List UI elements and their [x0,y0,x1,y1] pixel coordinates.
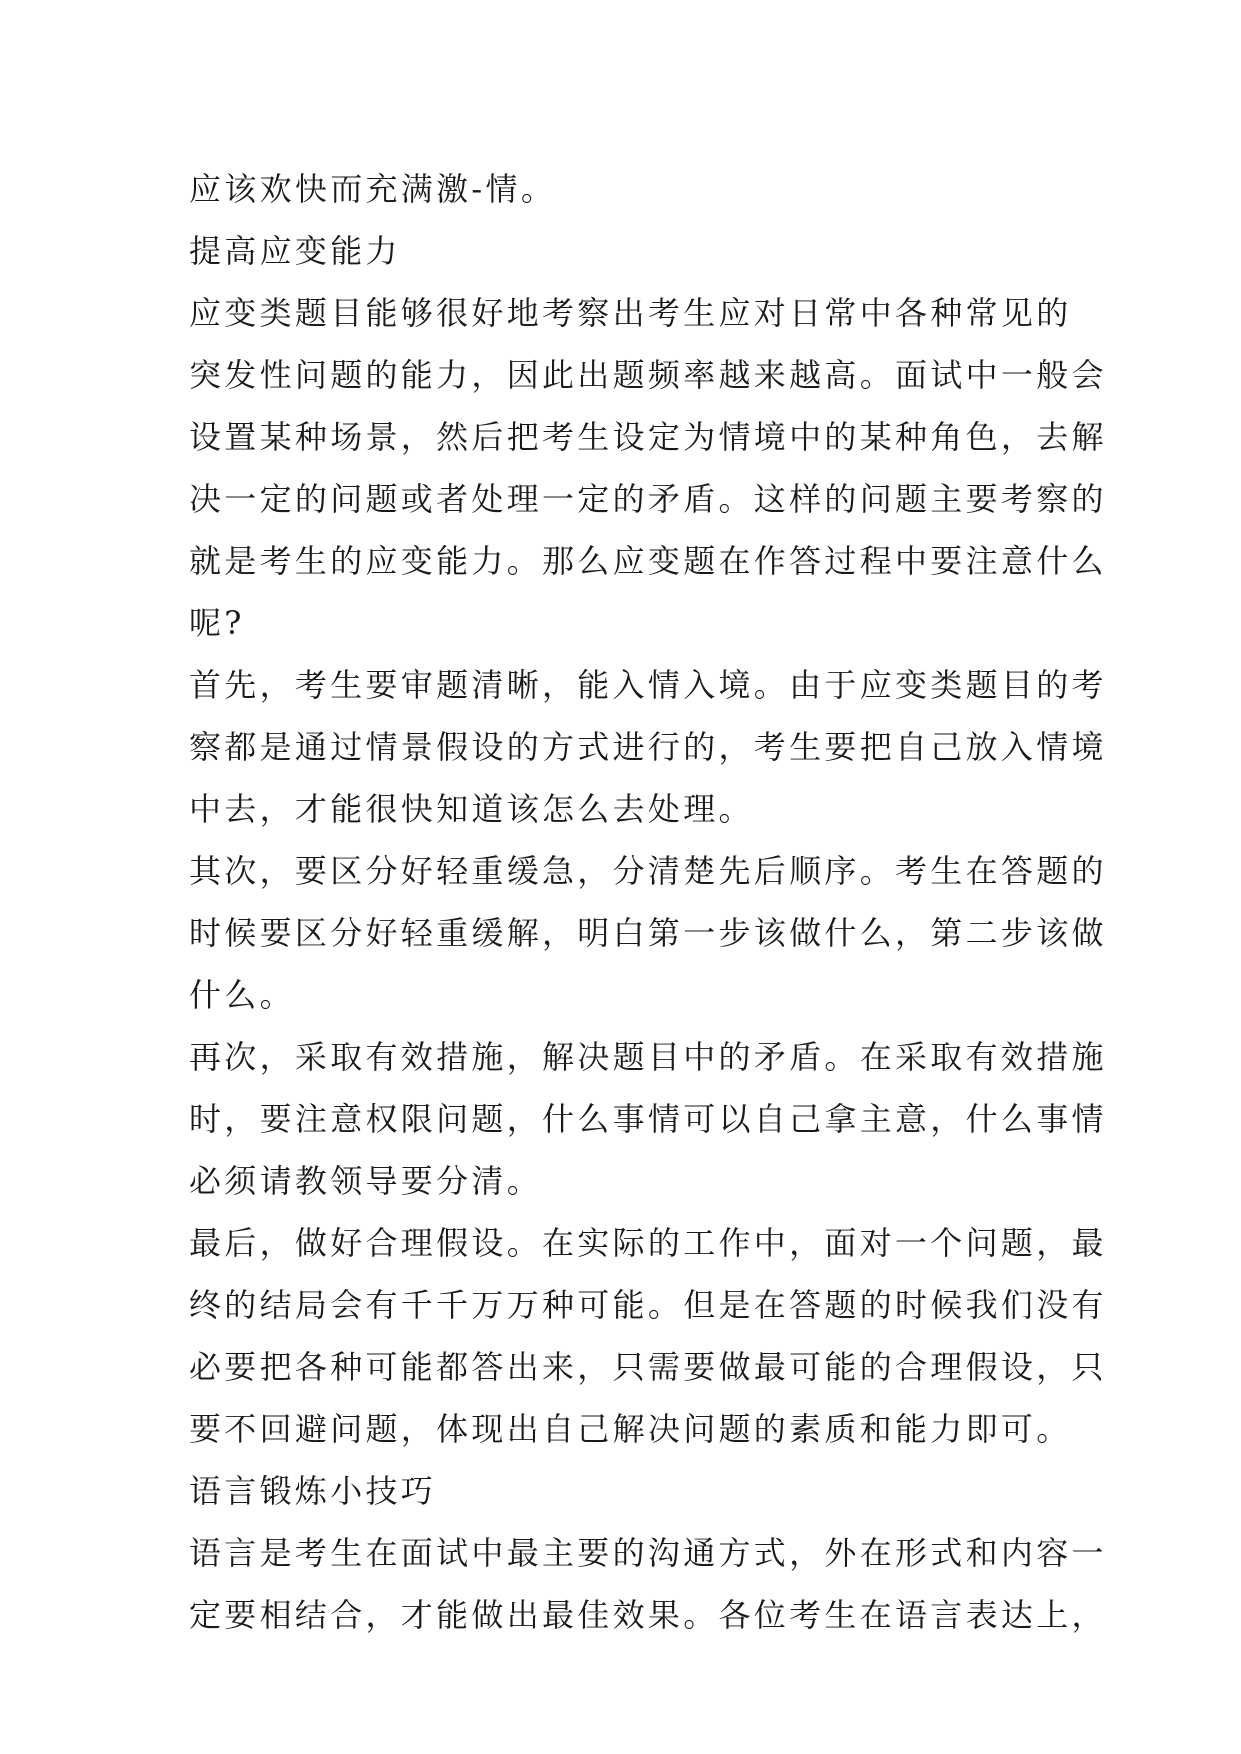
text-line: 中去，才能很快知道该怎么去处理。 [189,790,754,828]
text-line: 应该欢快而充满激-情。 [189,170,557,208]
text-line: 突发性问题的能力，因此出题频率越来越高。面试中一般会 [189,356,1107,394]
text-line: 应变类题目能够很好地考察出考生应对日常中各种常见的 [189,294,1072,332]
text-line: 终的结局会有千千万万种可能。但是在答题的时候我们没有 [189,1286,1107,1324]
text-line: 察都是通过情景假设的方式进行的，考生要把自己放入情境 [189,728,1107,766]
text-line: 定要相结合，才能做出最佳效果。各位考生在语言表达上， [189,1596,1107,1634]
text-line: 设置某种场景，然后把考生设定为情境中的某种角色，去解 [189,418,1107,456]
document-page [189,158,1107,1646]
text-line: 语言是考生在面试中最主要的沟通方式，外在形式和内容一 [189,1534,1107,1572]
text-line: 其次，要区分好轻重缓急，分清楚先后顺序。考生在答题的 [189,852,1107,890]
text-line: 首先，考生要审题清晰，能入情入境。由于应变类题目的考 [189,666,1107,704]
text-line: 时候要区分好轻重缓解，明白第一步该做什么，第二步该做 [189,914,1107,952]
text-line: 再次，采取有效措施，解决题目中的矛盾。在采取有效措施 [189,1038,1107,1076]
text-line: 必须请教领导要分清。 [189,1162,543,1200]
section-heading: 提高应变能力 [189,232,401,270]
text-line: 就是考生的应变能力。那么应变题在作答过程中要注意什么 [189,542,1107,580]
text-line: 最后，做好合理假设。在实际的工作中，面对一个问题，最 [189,1224,1107,1262]
section-heading: 语言锻炼小技巧 [189,1472,437,1510]
text-line: 必要把各种可能都答出来，只需要做最可能的合理假设，只 [189,1348,1107,1386]
text-line: 什么。 [189,976,295,1014]
text-line: 决一定的问题或者处理一定的矛盾。这样的问题主要考察的 [189,480,1107,518]
text-line: 要不回避问题，体现出自己解决问题的素质和能力即可。 [189,1410,1072,1448]
text-line: 呢? [189,604,245,642]
text-line: 时，要注意权限问题，什么事情可以自己拿主意，什么事情 [189,1100,1107,1138]
